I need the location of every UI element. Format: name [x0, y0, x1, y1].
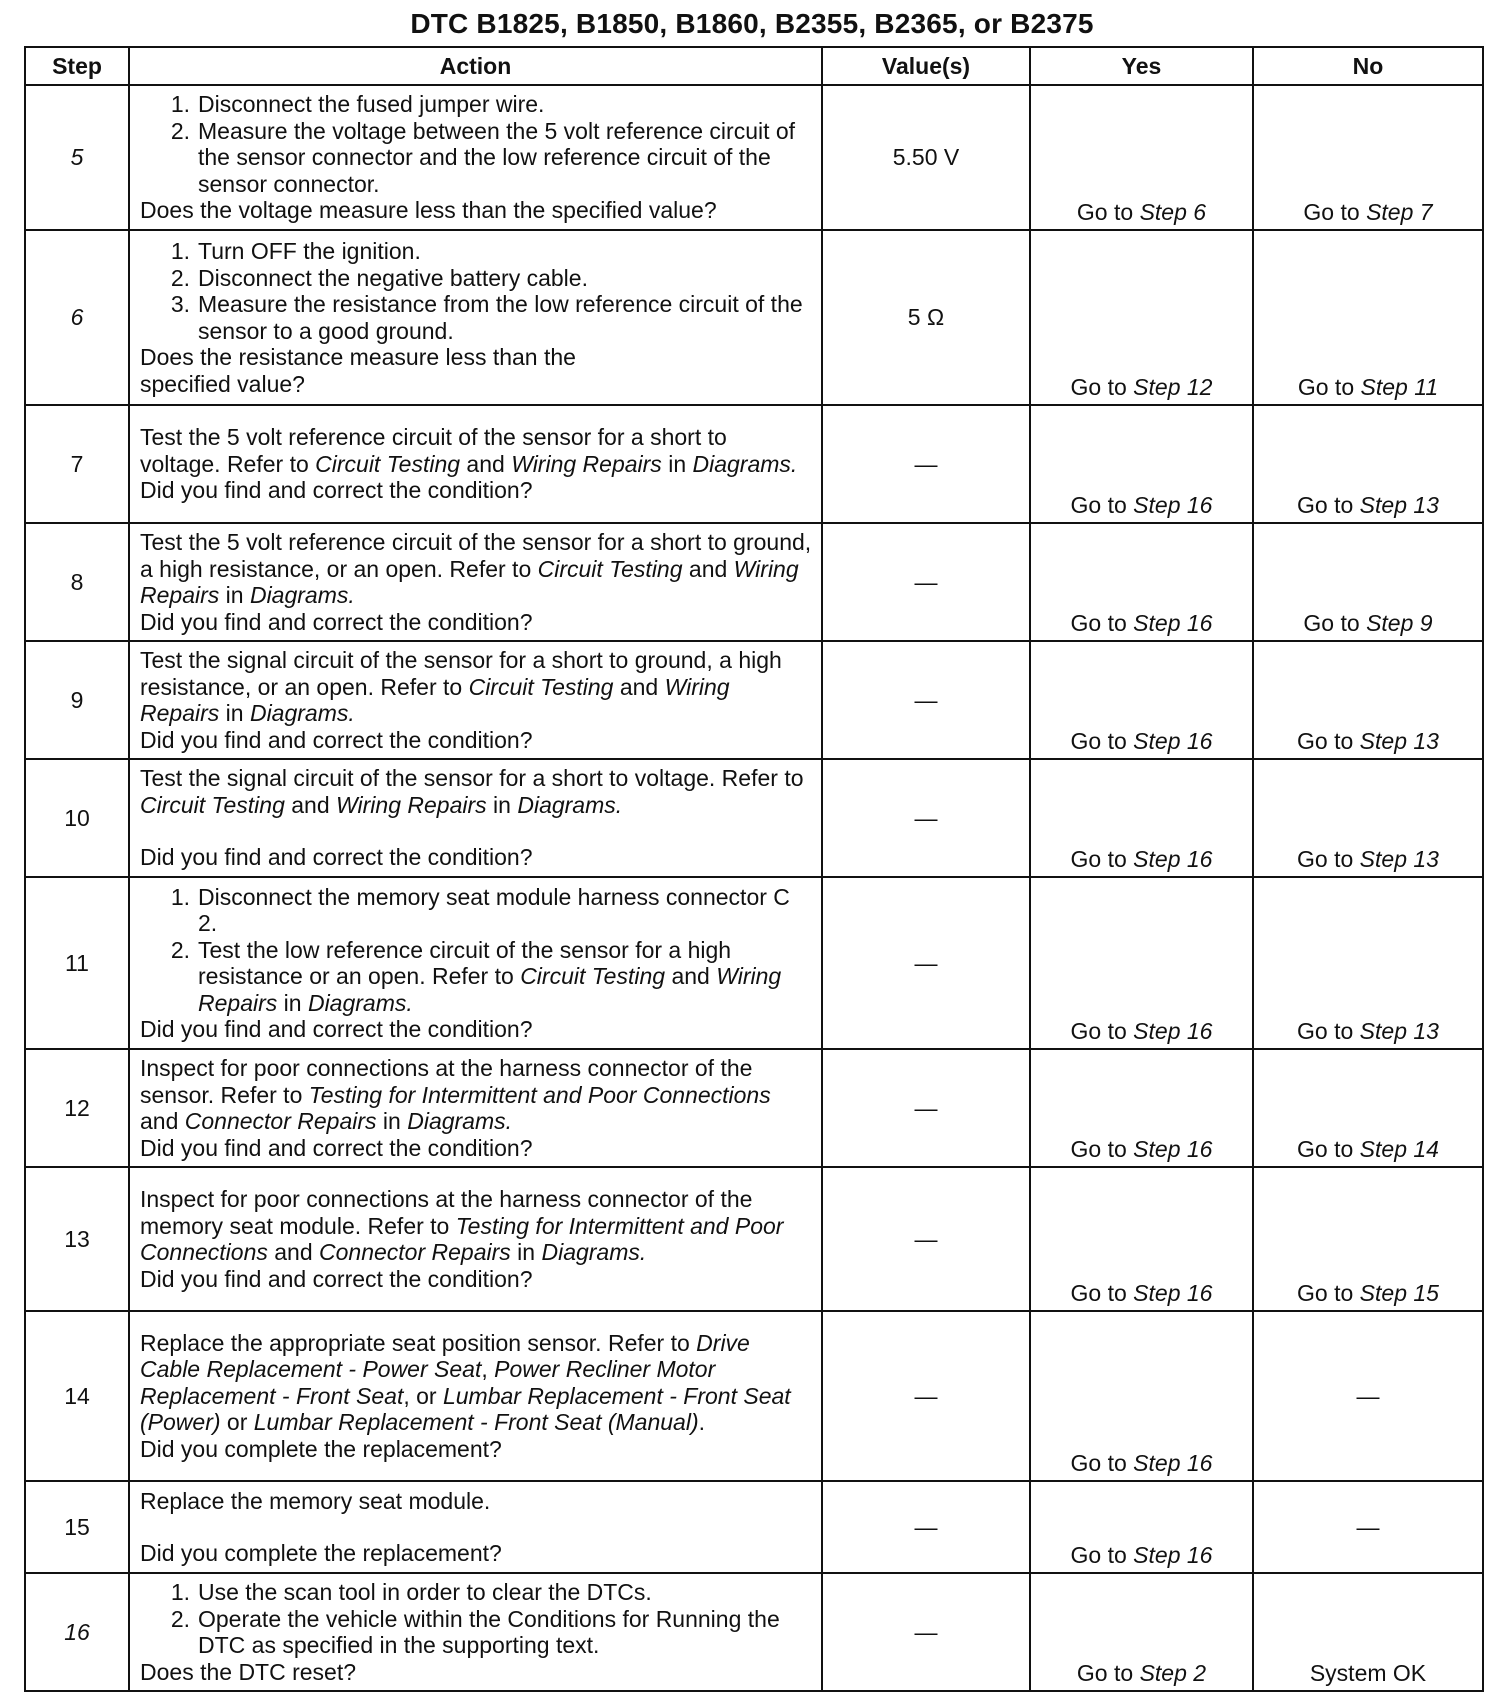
goto-label: Go to: [1070, 1542, 1127, 1568]
goto-label: Go to: [1297, 728, 1354, 754]
step-number: 16: [25, 1573, 129, 1691]
action-question: Did you find and correct the condition?: [140, 608, 533, 635]
goto-label: Go to: [1070, 728, 1127, 754]
step-number: 13: [25, 1167, 129, 1311]
value-cell: —: [822, 1481, 1030, 1573]
goto-label: Go to: [1297, 1280, 1354, 1306]
step-number: 14: [25, 1311, 129, 1481]
value-cell: 5.50 V: [822, 85, 1030, 230]
list-number: 2.: [170, 264, 190, 291]
action-item: Measure the voltage between the 5 volt reference circuit of the sensor connector and the low reference circuit of the sensor connector.: [198, 117, 796, 197]
value-cell: —: [822, 523, 1030, 641]
action-text-part: Test the 5 volt reference circuit of the sensor for a short to voltage. Refer to: [140, 424, 727, 477]
action-cell: [129, 1311, 822, 1481]
goto-label: Go to: [1297, 492, 1354, 518]
no-target-step: 9: [1419, 610, 1433, 636]
action-text-part: or: [226, 1409, 248, 1436]
step-number: 5: [25, 85, 129, 230]
yes-cell: [1030, 641, 1253, 759]
action-text-part: Test the 5 volt reference circuit of the sensor for a short to ground, a high resistance, or an open. Refer to: [140, 529, 812, 582]
value-cell: —: [822, 1167, 1030, 1311]
action-cell: [129, 1481, 822, 1573]
ref-link: Drive Cable Replacement - Power Seat: [140, 1329, 750, 1383]
ref-link: Diagrams.: [249, 582, 355, 608]
action-text: [140, 1055, 813, 1135]
step-word: Step: [1133, 1018, 1181, 1044]
yes-cell: [1030, 759, 1253, 877]
page-title: DTC B1825, B1850, B1860, B2355, B2365, or B2375: [410, 8, 1094, 39]
list-number: 2.: [170, 1605, 190, 1632]
yes-cell: [1030, 877, 1253, 1049]
yes-target-step: 16: [1186, 492, 1213, 518]
value-cell: —: [822, 405, 1030, 523]
action-text-part: and: [671, 963, 710, 989]
action-item: Disconnect the fused jumper wire.: [198, 91, 545, 118]
ref-link: Diagrams.: [249, 700, 355, 726]
yes-target-step: 16: [1186, 846, 1213, 872]
yes-cell: [1030, 85, 1253, 230]
ref-link: Connector Repairs: [319, 1239, 511, 1265]
list-number: 2.: [170, 936, 190, 963]
value-cell: —: [822, 1573, 1030, 1691]
action-text: [140, 529, 813, 609]
table-row: [25, 405, 1483, 523]
action-text-part: and: [466, 450, 505, 477]
header-action: Action: [129, 47, 822, 85]
no-target-step: 15: [1413, 1280, 1439, 1306]
goto-label: Go to: [1070, 610, 1127, 636]
step-number: 9: [25, 641, 129, 759]
header-step: Step: [25, 47, 129, 85]
value-cell: —: [822, 641, 1030, 759]
action-text-part: in: [493, 791, 511, 818]
spacer: [140, 818, 813, 844]
no-cell: [1253, 1167, 1483, 1311]
header-no: No: [1253, 47, 1483, 85]
goto-label: Go to: [1297, 846, 1354, 872]
value-cell: —: [822, 1311, 1030, 1481]
ref-link: Diagrams.: [517, 791, 623, 818]
step-number: 8: [25, 523, 129, 641]
action-text-part: and: [291, 791, 330, 818]
goto-label: Go to: [1070, 1018, 1127, 1044]
header-yes: Yes: [1030, 47, 1253, 85]
ref-link: Circuit Testing: [140, 791, 285, 818]
no-target-step: 14: [1413, 1136, 1439, 1162]
action-text-part: ,: [481, 1356, 488, 1383]
action-item: Use the scan tool in order to clear the DTCs.: [198, 1579, 652, 1605]
table-row: [25, 759, 1483, 877]
action-text-part: Inspect for poor connections at the harness connector of the sensor. Refer to: [140, 1055, 753, 1108]
ref-link: Wiring Repairs: [198, 963, 782, 1016]
step-word: Step: [1359, 1136, 1407, 1162]
goto-label: Go to: [1297, 374, 1355, 400]
step-word: Step: [1359, 846, 1407, 872]
step-word: Step: [1359, 1280, 1407, 1306]
step-word: Step: [1133, 728, 1181, 754]
no-cell: [1253, 759, 1483, 877]
ref-link: Testing for Intermittent and Poor Connections: [140, 1212, 784, 1265]
action-text-part: and: [619, 673, 659, 700]
no-target-step: 13: [1413, 492, 1439, 518]
yes-cell: [1030, 230, 1253, 405]
yes-target-step: 16: [1186, 610, 1213, 636]
step-word: Step: [1133, 374, 1181, 400]
yes-cell: [1030, 1167, 1253, 1311]
step-number: 7: [25, 405, 129, 523]
action-text-part: Test the low reference circuit of the sensor for a high resistance or an open. Refer to: [198, 936, 732, 989]
action-question: Did you find and correct the condition?: [140, 1134, 533, 1161]
action-text-part: Inspect for poor connections at the harness connector of the memory seat module. Refer to: [140, 1186, 753, 1239]
no-target-step: 11: [1414, 374, 1439, 400]
action-text-part: in: [382, 1108, 401, 1134]
action-cell: [129, 405, 822, 523]
list-number: 1.: [170, 91, 190, 118]
goto-label: Go to: [1303, 199, 1360, 225]
action-text: [140, 1186, 813, 1266]
ref-link: Connector Repairs: [184, 1108, 377, 1134]
no-cell: [1253, 230, 1483, 405]
yes-cell: [1030, 523, 1253, 641]
goto-label: Go to: [1070, 1450, 1127, 1476]
action-text-part: .: [698, 1409, 706, 1436]
no-target-step: 7: [1419, 199, 1433, 225]
step-number: 15: [25, 1481, 129, 1573]
yes-target-step: 16: [1186, 728, 1213, 754]
action-text: [140, 647, 813, 727]
goto-label: Go to: [1076, 199, 1134, 225]
ref-link: Diagrams.: [541, 1239, 647, 1265]
step-word: Step: [1139, 199, 1187, 225]
action-text-part: Test the signal circuit of the sensor for a short to voltage. Refer to: [140, 765, 804, 792]
goto-label: Go to: [1070, 1280, 1127, 1306]
action-item: Disconnect the memory seat module harness connector C 2.: [198, 883, 790, 936]
step-number: 12: [25, 1049, 129, 1167]
value-cell: 5 Ω: [822, 230, 1030, 405]
action-cell: [129, 230, 822, 405]
action-cell: [129, 1573, 822, 1691]
action-text-part: , or: [403, 1382, 437, 1409]
step-word: Step: [1133, 492, 1181, 518]
action-text: [140, 1330, 813, 1436]
action-question: Did you find and correct the condition?: [140, 1016, 533, 1042]
action-text-part: in: [225, 700, 244, 726]
goto-label: Go to: [1070, 374, 1127, 400]
action-text-part: in: [517, 1239, 536, 1265]
no-cell: [1253, 85, 1483, 230]
step-word: Step: [1133, 610, 1181, 636]
no-cell: —: [1253, 1311, 1483, 1481]
goto-label: Go to: [1070, 1136, 1127, 1162]
value-cell: —: [822, 877, 1030, 1049]
step-word: Step: [1139, 1660, 1187, 1686]
action-question: Did you find and correct the condition?: [140, 726, 533, 753]
no-cell: System OK: [1253, 1573, 1483, 1691]
action-question: Does the resistance measure less than the specified value?: [140, 344, 576, 397]
step-word: Step: [1133, 1542, 1181, 1568]
ref-link: Circuit Testing: [537, 555, 683, 582]
value-cell: —: [822, 1049, 1030, 1167]
action-text-part: in: [283, 989, 302, 1016]
action-cell: [129, 1167, 822, 1311]
spacer: [140, 1514, 813, 1540]
action-question: Did you find and correct the condition?: [140, 844, 533, 871]
list-number: 1.: [170, 1579, 190, 1605]
table-row: [25, 877, 1483, 1049]
ref-link: Diagrams.: [692, 450, 798, 477]
action-text-part: Test the signal circuit of the sensor for a short to ground, a high resistance, or an open. Refer to: [140, 647, 782, 700]
list-number: 1.: [170, 883, 190, 910]
table-row: [25, 85, 1483, 230]
action-question: Did you complete the replacement?: [140, 1435, 502, 1462]
no-cell: [1253, 1049, 1483, 1167]
step-number: 6: [25, 230, 129, 405]
step-word: Step: [1133, 1280, 1181, 1306]
list-number: 2.: [170, 117, 190, 144]
ref-link: Diagrams.: [307, 989, 413, 1016]
action-item: Operate the vehicle within the Conditions for Running the DTC as specified in the supporting text.: [198, 1605, 780, 1658]
ref-link: Testing for Intermittent and Poor Connections: [308, 1081, 771, 1108]
ref-link: Wiring Repairs: [140, 673, 730, 726]
step-word: Step: [1359, 492, 1407, 518]
yes-target-step: 2: [1193, 1660, 1207, 1686]
table-row: [25, 1481, 1483, 1573]
yes-cell: [1030, 1573, 1253, 1691]
action-cell: [129, 877, 822, 1049]
table-row: [25, 1311, 1483, 1481]
ref-link: Wiring Repairs: [140, 555, 799, 608]
ref-link: Power Recliner Motor Replacement - Front Seat: [140, 1356, 716, 1409]
table-row: [25, 523, 1483, 641]
action-question: Does the DTC reset?: [140, 1658, 357, 1685]
list-number: 3.: [170, 291, 190, 317]
action-text-part: and: [688, 555, 728, 582]
ref-link: Circuit Testing: [315, 450, 461, 477]
diagnostic-table: [24, 46, 1484, 1692]
step-word: Step: [1133, 1136, 1181, 1162]
action-item: Disconnect the negative battery cable.: [198, 264, 588, 291]
yes-target-step: 16: [1186, 1136, 1213, 1162]
action-text: [140, 424, 813, 477]
ref-link: Circuit Testing: [520, 963, 666, 989]
table-row: [25, 230, 1483, 405]
ref-link: Wiring Repairs: [336, 791, 487, 818]
yes-target-step: 16: [1186, 1018, 1213, 1044]
no-target-step: 13: [1413, 846, 1439, 872]
action-text-part: and: [274, 1239, 313, 1265]
no-target-step: 13: [1413, 728, 1439, 754]
step-word: Step: [1359, 728, 1407, 754]
action-cell: [129, 759, 822, 877]
action-cell: [129, 523, 822, 641]
yes-cell: [1030, 405, 1253, 523]
action-question: Did you complete the replacement?: [140, 1540, 502, 1566]
action-item: [198, 937, 813, 1017]
no-target-step: 13: [1413, 1018, 1439, 1044]
table-row: [25, 1167, 1483, 1311]
action-item: Turn OFF the ignition.: [198, 238, 421, 264]
ref-link: Wiring Repairs: [511, 450, 662, 477]
table-row: [25, 1049, 1483, 1167]
action-cell: [129, 1049, 822, 1167]
goto-label: Go to: [1076, 1660, 1134, 1686]
action-question: Does the voltage measure less than the specified value?: [140, 197, 717, 224]
no-cell: —: [1253, 1481, 1483, 1573]
goto-label: Go to: [1303, 610, 1360, 636]
goto-label: Go to: [1070, 492, 1127, 518]
action-question: Did you find and correct the condition?: [140, 477, 533, 504]
step-word: Step: [1366, 610, 1414, 636]
goto-label: Go to: [1297, 1018, 1354, 1044]
yes-target-step: 16: [1186, 1450, 1213, 1476]
no-cell: [1253, 877, 1483, 1049]
table-row: [25, 641, 1483, 759]
step-word: Step: [1359, 1018, 1407, 1044]
yes-target-step: 16: [1186, 1542, 1213, 1568]
table-header-row: [25, 47, 1483, 85]
no-cell: [1253, 641, 1483, 759]
action-item: Measure the resistance from the low reference circuit of the sensor to a good ground.: [198, 291, 803, 344]
yes-target-step: 16: [1186, 1280, 1213, 1306]
action-text-part: in: [668, 450, 687, 477]
action-text-part: and: [140, 1108, 179, 1134]
yes-target-step: 6: [1193, 199, 1207, 225]
action-text: Replace the memory seat module.: [140, 1487, 491, 1514]
ref-link: Diagrams.: [407, 1108, 513, 1134]
yes-cell: [1030, 1049, 1253, 1167]
step-number: 10: [25, 759, 129, 877]
yes-target-step: 12: [1186, 374, 1213, 400]
header-values: Value(s): [822, 47, 1030, 85]
action-text-part: in: [225, 582, 244, 608]
step-word: Step: [1133, 846, 1181, 872]
action-text-part: Replace the appropriate seat position sensor. Refer to: [140, 1329, 690, 1356]
step-word: Step: [1360, 374, 1408, 400]
goto-label: Go to: [1070, 846, 1127, 872]
step-word: Step: [1366, 199, 1414, 225]
yes-cell: [1030, 1481, 1253, 1573]
no-cell: [1253, 405, 1483, 523]
step-word: Step: [1133, 1450, 1181, 1476]
table-row: [25, 1573, 1483, 1691]
action-cell: [129, 85, 822, 230]
ref-link: Lumbar Replacement - Front Seat (Power): [140, 1382, 791, 1436]
action-question: Did you find and correct the condition?: [140, 1265, 533, 1292]
list-number: 1.: [170, 238, 190, 264]
ref-link: Lumbar Replacement - Front Seat (Manual): [253, 1409, 699, 1436]
ref-link: Circuit Testing: [468, 673, 614, 700]
action-text: [140, 765, 813, 818]
step-number: 11: [25, 877, 129, 1049]
action-cell: [129, 641, 822, 759]
value-cell: —: [822, 759, 1030, 877]
no-cell: [1253, 523, 1483, 641]
goto-label: Go to: [1297, 1136, 1354, 1162]
yes-cell: [1030, 1311, 1253, 1481]
